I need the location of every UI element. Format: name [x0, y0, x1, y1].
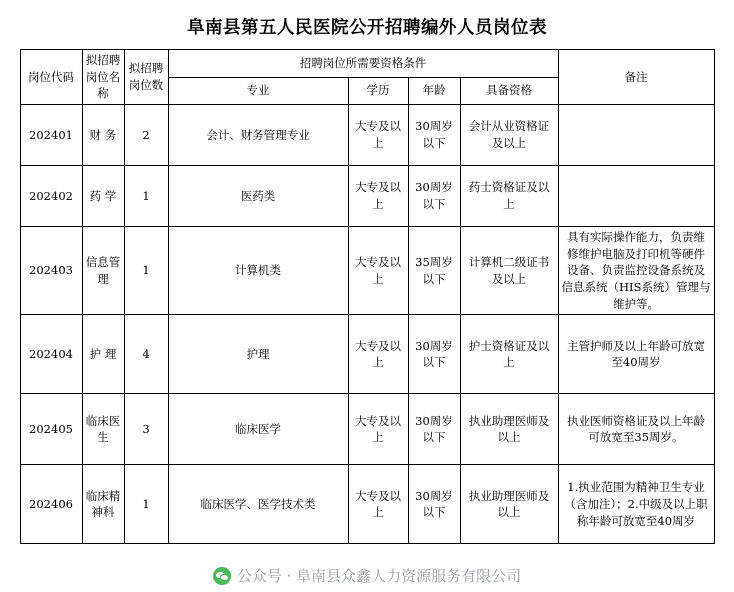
header-education: 学历 [348, 77, 408, 105]
cell-code: 202403 [20, 227, 82, 315]
cell-age: 30周岁以下 [408, 465, 460, 544]
header-qualification: 具备资格 [460, 77, 558, 105]
cell-post-name: 临床精神科 [82, 465, 124, 544]
cell-post-count: 1 [124, 227, 168, 315]
cell-post-count: 1 [124, 166, 168, 227]
cell-post-name: 临床医生 [82, 394, 124, 465]
cell-education: 大专及以上 [348, 105, 408, 166]
cell-post-name: 财 务 [82, 105, 124, 166]
header-code: 岗位代码 [20, 50, 82, 105]
cell-code: 202401 [20, 105, 82, 166]
cell-code: 202405 [20, 394, 82, 465]
cell-remark [558, 105, 714, 166]
cell-code: 202406 [20, 465, 82, 544]
cell-age: 30周岁以下 [408, 166, 460, 227]
wechat-icon [213, 567, 231, 585]
cell-remark: 执业医师资格证及以上年龄可放宽至35周岁。 [558, 394, 714, 465]
header-age: 年龄 [408, 77, 460, 105]
table-row [20, 227, 714, 315]
cell-major: 计算机类 [168, 227, 348, 315]
cell-post-name: 信息管理 [82, 227, 124, 315]
cell-remark [558, 166, 714, 227]
header-post-count: 拟招聘岗位数 [124, 50, 168, 105]
cell-qualification: 执业助理医师及以上 [460, 394, 558, 465]
table-row [20, 465, 714, 544]
header-requirements-group: 招聘岗位所需要资格条件 [168, 50, 558, 78]
cell-education: 大专及以上 [348, 166, 408, 227]
table-row [20, 105, 714, 166]
cell-major: 临床医学、医学技术类 [168, 465, 348, 544]
cell-post-count: 2 [124, 105, 168, 166]
cell-qualification: 药士资格证及以上 [460, 166, 558, 227]
cell-remark: 1.执业范围为精神卫生专业（含加注）；2.中级及以上职称年龄可放宽至40周岁 [558, 465, 714, 544]
table-row [20, 166, 714, 227]
watermark-text: 公众号 · 阜南县众鑫人力资源服务有限公司 [236, 567, 522, 585]
cell-post-name: 药 学 [82, 166, 124, 227]
cell-age: 30周岁以下 [408, 315, 460, 394]
cell-major: 护理 [168, 315, 348, 394]
cell-major: 医药类 [168, 166, 348, 227]
cell-post-count: 1 [124, 465, 168, 544]
cell-major: 会计、财务管理专业 [168, 105, 348, 166]
header-remark: 备注 [558, 50, 714, 105]
page-title: 阜南县第五人民医院公开招聘编外人员岗位表 [187, 18, 547, 38]
cell-post-count: 4 [124, 315, 168, 394]
cell-education: 大专及以上 [348, 394, 408, 465]
cell-age: 30周岁以下 [408, 105, 460, 166]
cell-code: 202404 [20, 315, 82, 394]
cell-qualification: 计算机二级证书及以上 [460, 227, 558, 315]
cell-qualification: 护士资格证及以上 [460, 315, 558, 394]
cell-post-count: 3 [124, 394, 168, 465]
table-row [20, 394, 714, 465]
cell-qualification: 执业助理医师及以上 [460, 465, 558, 544]
cell-qualification: 会计从业资格证及以上 [460, 105, 558, 166]
cell-remark: 具有实际操作能力，负责维修维护电脑及打印机等硬件设备、负责监控设备系统及信息系统（HIS系统）管理与维护等。 [558, 227, 714, 315]
table-header-row-1 [20, 50, 714, 78]
job-positions-table [20, 49, 715, 544]
table-row [20, 315, 714, 394]
cell-code: 202402 [20, 166, 82, 227]
header-major: 专业 [168, 77, 348, 105]
watermark [0, 565, 734, 586]
cell-post-name: 护 理 [82, 315, 124, 394]
cell-education: 大专及以上 [348, 227, 408, 315]
cell-major: 临床医学 [168, 394, 348, 465]
cell-age: 30周岁以下 [408, 394, 460, 465]
header-post-name: 拟招聘岗位名称 [82, 50, 124, 105]
cell-remark: 主管护师及以上年龄可放宽至40周岁 [558, 315, 714, 394]
cell-age: 35周岁以下 [408, 227, 460, 315]
cell-education: 大专及以上 [348, 315, 408, 394]
cell-education: 大专及以上 [348, 465, 408, 544]
